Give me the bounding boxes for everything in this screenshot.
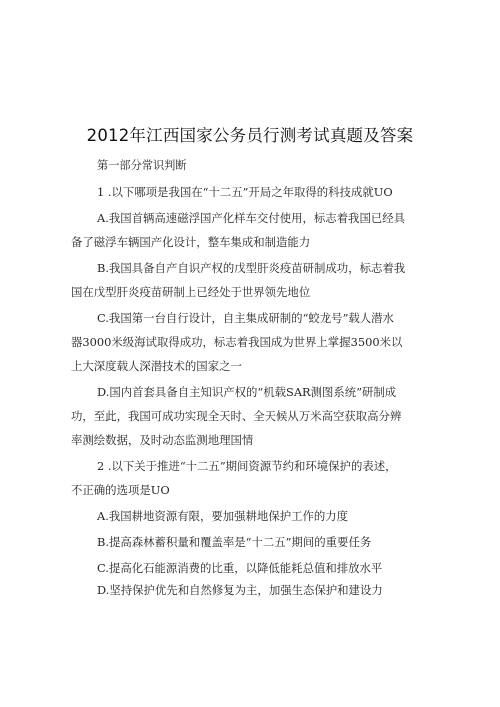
question-1-option-c-cont2: 上大深度载人深潜技术的国家之一 — [71, 359, 242, 373]
question-1-option-d: D.国内首套具备自主知识产权的“机载SAR测图系统”研制成 — [97, 385, 397, 399]
question-1-option-d-cont2: 率测绘数据，及时动态监测地理国情 — [71, 433, 254, 447]
question-1-option-a-cont: 备了磁浮车辆国产化设计，整车集成和制造能力 — [71, 235, 311, 249]
section-heading: 第一部分常识判断 — [97, 159, 187, 172]
question-2-option-a: A.我国耕地资源有限，要加强耕地保护工作的力度 — [97, 509, 349, 523]
question-1-option-d-cont: 功，至此，我国可成功实现全天时、全天候从万米高空获取高分辨 — [71, 409, 402, 423]
question-1-option-c: C.我国第一台自行设计，自主集成研制的“蛟龙号”载人潜水 — [97, 311, 394, 325]
question-2-option-d: D.坚持保护优先和自然修复为主，加强生态保护和建设力 — [97, 583, 383, 597]
question-2-option-c: C.提高化石能源消费的比重，以降低能耗总值和排放水平 — [97, 561, 383, 575]
question-2-option-b: B.提高森林蓄积量和覆盖率是“十二五”期间的重要任务 — [97, 535, 372, 549]
page-title: 2012年江西国家公务员行测考试真题及答案 — [86, 126, 414, 145]
question-1: 1 .以下哪项是我国在“十二五”开局之年取得的科技成就UO — [97, 185, 393, 199]
question-1-option-a: A.我国首辆高速磁浮国产化样车交付使用，标志着我国已经具 — [97, 211, 406, 225]
question-1-option-b: B.我国具备自产自识产权的戊型肝炎疫苗研制成功，标志着我 — [97, 261, 406, 275]
question-1-option-b-cont: 国在戊型肝炎疫苗研制上已经处于世界领先地位 — [71, 285, 311, 299]
question-2: 2 .以下关于推进“十二五”期间资源节约和环境保护的表述， — [97, 459, 397, 473]
question-1-option-c-cont: 器3000米级海试取得成功，标志着我国成为世界上掌握3500米以 — [71, 335, 403, 349]
question-2-cont: 不正确的选项是UO — [71, 483, 170, 497]
